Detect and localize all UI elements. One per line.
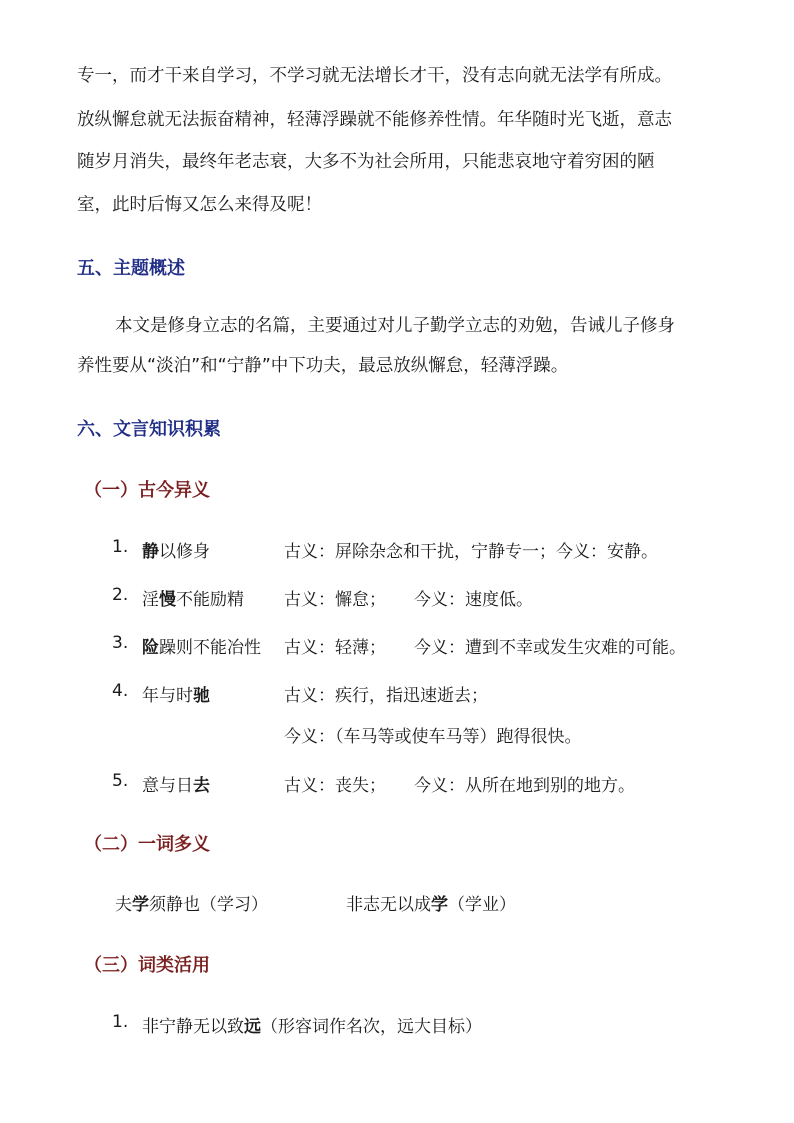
theme-line-2: 养性要从“淡泊”和“宁静”中下功夫，最忌放纵懈怠，轻薄浮躁。 bbox=[77, 356, 569, 376]
ancient-meaning: 古义：懈怠； bbox=[284, 590, 386, 610]
section-heading-theme: 五、主题概述 bbox=[77, 258, 185, 279]
list-number: 4. bbox=[112, 681, 129, 701]
list-term: 意与日去 bbox=[142, 776, 210, 796]
key-character: 静 bbox=[142, 542, 159, 562]
modern-meaning: 今义：速度低。 bbox=[414, 590, 533, 610]
list-term: 险躁则不能冶性 bbox=[142, 638, 261, 658]
intro-line-4: 室，此时后悔又怎么来得及呢！ bbox=[77, 195, 322, 215]
key-character: 学 bbox=[431, 895, 448, 915]
list-number: 2. bbox=[112, 585, 129, 605]
list-number: 5. bbox=[112, 771, 129, 791]
word-class-example: 非宁静无以致远（形容词作名次，远大目标） bbox=[142, 1017, 482, 1037]
theme-line-1: 本文是修身立志的名篇，主要通过对儿子勤学立志的劝勉，告诫儿子修身 bbox=[115, 316, 675, 336]
list-number: 3. bbox=[112, 633, 129, 653]
ancient-meaning: 古义：疾行，指迅速逝去； bbox=[284, 686, 488, 706]
list-term: 静以修身 bbox=[142, 542, 210, 562]
key-character: 远 bbox=[244, 1017, 261, 1037]
list-term: 淫慢不能励精 bbox=[142, 590, 244, 610]
key-character: 学 bbox=[132, 895, 149, 915]
modern-meaning: 今义：遭到不幸或发生灾难的可能。 bbox=[414, 638, 686, 658]
subsection-heading-ancient-modern: （一）古今异义 bbox=[84, 480, 210, 501]
subsection-heading-polysemy: （二）一词多义 bbox=[84, 834, 210, 855]
key-character: 慢 bbox=[159, 590, 176, 610]
subsection-heading-word-class: （三）词类活用 bbox=[84, 955, 210, 976]
ancient-meaning: 古义：轻薄； bbox=[284, 638, 386, 658]
intro-line-1: 专一，而才干来自学习，不学习就无法增长才干，没有志向就无法学有所成。 bbox=[77, 66, 672, 86]
ancient-meaning: 古义：屏除杂念和干扰，宁静专一；今义：安静。 bbox=[284, 542, 658, 562]
ancient-meaning: 古义：丧失； bbox=[284, 776, 386, 796]
modern-meaning: 今义：（车马等或使车马等）跑得很快。 bbox=[284, 727, 582, 747]
section-heading-knowledge: 六、文言知识积累 bbox=[77, 419, 221, 440]
key-character: 驰 bbox=[193, 686, 210, 706]
list-number: 1. bbox=[112, 1012, 129, 1032]
key-character: 去 bbox=[193, 776, 210, 796]
modern-meaning: 今义：安静。 bbox=[556, 542, 658, 562]
list-term: 年与时驰 bbox=[142, 686, 210, 706]
key-character: 险 bbox=[142, 638, 159, 658]
list-number: 1. bbox=[112, 537, 129, 557]
intro-line-2: 放纵懈怠就无法振奋精神，轻薄浮躁就不能修养性情。年华随时光飞逝，意志 bbox=[77, 110, 672, 130]
intro-line-3: 随岁月消失，最终年老志衰，大多不为社会所用，只能悲哀地守着穷困的陋 bbox=[77, 152, 655, 172]
polysemy-example-1: 夫学须静也（学习） bbox=[115, 895, 268, 915]
modern-meaning: 今义：从所在地到别的地方。 bbox=[414, 776, 635, 796]
polysemy-example-2: 非志无以成学（学业） bbox=[346, 895, 516, 915]
